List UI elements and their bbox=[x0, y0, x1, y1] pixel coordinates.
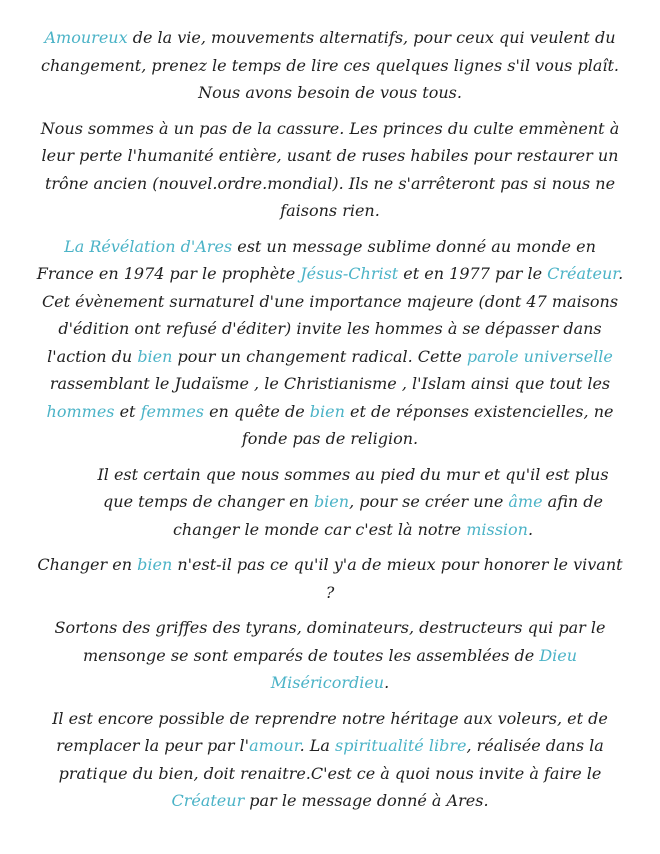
text-run: est un message sublime donné au monde en France en 1974 par le prophète bbox=[36, 236, 596, 283]
text-run: et en 1977 par le bbox=[398, 264, 548, 283]
paragraph-3 bbox=[34, 233, 626, 453]
highlighted-term[interactable]: spiritualité libre bbox=[335, 736, 467, 755]
text-run: rassemblant le Judaïsme , le Christianisme , l'Islam ainsi que tout les bbox=[49, 374, 611, 393]
highlighted-term[interactable]: La Révélation d'Ares bbox=[64, 236, 233, 256]
highlighted-term[interactable]: parole universelle bbox=[466, 346, 613, 366]
highlighted-term[interactable]: hommes bbox=[46, 401, 115, 421]
text-run: . bbox=[527, 519, 534, 539]
highlighted-term[interactable]: femmes bbox=[140, 401, 204, 421]
text-run: Changer en bbox=[37, 555, 138, 574]
highlighted-term[interactable]: Dieu Miséricordieu bbox=[270, 645, 578, 692]
highlighted-term[interactable]: Jésus-Christ bbox=[300, 264, 399, 283]
text-run: n'est-il pas ce qu'il y'a de mieux pour honorer le vivant ? bbox=[172, 555, 623, 602]
text-run: par le message donné à Ares. bbox=[244, 791, 489, 810]
text-run: , pour se créer une bbox=[349, 492, 509, 511]
paragraph-1 bbox=[34, 24, 626, 107]
text-run: Sortons des griffes des tyrans, dominateurs, destructeurs qui par le mensonge se sont emparés de toutes les assemblées de bbox=[54, 618, 606, 665]
highlighted-term[interactable]: Créateur bbox=[171, 791, 245, 810]
highlighted-term[interactable]: amour bbox=[249, 736, 300, 755]
highlighted-term[interactable]: Créateur bbox=[547, 264, 619, 283]
text-run: Nous sommes à un pas de la cassure. Les princes du culte emmènent à leur perte l'humanité entière, usant de ruses habiles pour restaurer un trône ancien (nouvel.ordre.mondial). Ils ne s'arrêteront pas si nous ne faisons rien. bbox=[40, 118, 620, 220]
text-run: en quête de bbox=[204, 401, 310, 421]
paragraph-7 bbox=[34, 705, 626, 815]
text-run: , réalisée dans la pratique du bien, doit renaitre.C'est ce à quoi nous invite à faire le bbox=[58, 736, 604, 783]
text-run: Il est certain que nous sommes au pied du mur et qu'il est plus que temps de changer en bbox=[97, 464, 609, 511]
paragraph-5 bbox=[34, 551, 626, 606]
text-run: de la vie, mouvements alternatifs, pour ceux qui veulent du changement, prenez le temps de lire ces quelques lignes s'il vous plaît. Nous avons besoin de vous tous. bbox=[41, 28, 619, 102]
highlighted-term[interactable]: mission bbox=[466, 519, 528, 539]
paragraph-6 bbox=[34, 614, 626, 697]
highlighted-term[interactable]: bien bbox=[309, 401, 345, 421]
text-run: . La bbox=[299, 736, 336, 755]
text-run: . bbox=[384, 673, 390, 692]
highlighted-term[interactable]: bien bbox=[313, 492, 350, 511]
text-run: . Cet évènement surnaturel d'une importance majeure (dont 47 maisons d'édition ont refusé d'éditer) invite les hommes à se dépasser dans l'action du bbox=[41, 264, 624, 366]
highlighted-term[interactable]: bien bbox=[137, 346, 173, 366]
highlighted-term[interactable]: bien bbox=[137, 555, 173, 574]
paragraph-2 bbox=[34, 115, 626, 225]
text-run: et de réponses existencielles, ne fonde pas de religion. bbox=[241, 401, 614, 448]
highlighted-term[interactable]: Amoureux bbox=[44, 28, 128, 47]
text-run: afin de changer le monde car c'est là notre bbox=[172, 492, 603, 539]
text-run: pour un changement radical. Cette bbox=[172, 346, 467, 366]
text-run: Il est encore possible de reprendre notre héritage aux voleurs, et de remplacer la peur par l' bbox=[52, 708, 608, 755]
text-run: et bbox=[114, 401, 141, 421]
paragraph-4 bbox=[34, 461, 626, 544]
highlighted-term[interactable]: âme bbox=[508, 492, 543, 511]
